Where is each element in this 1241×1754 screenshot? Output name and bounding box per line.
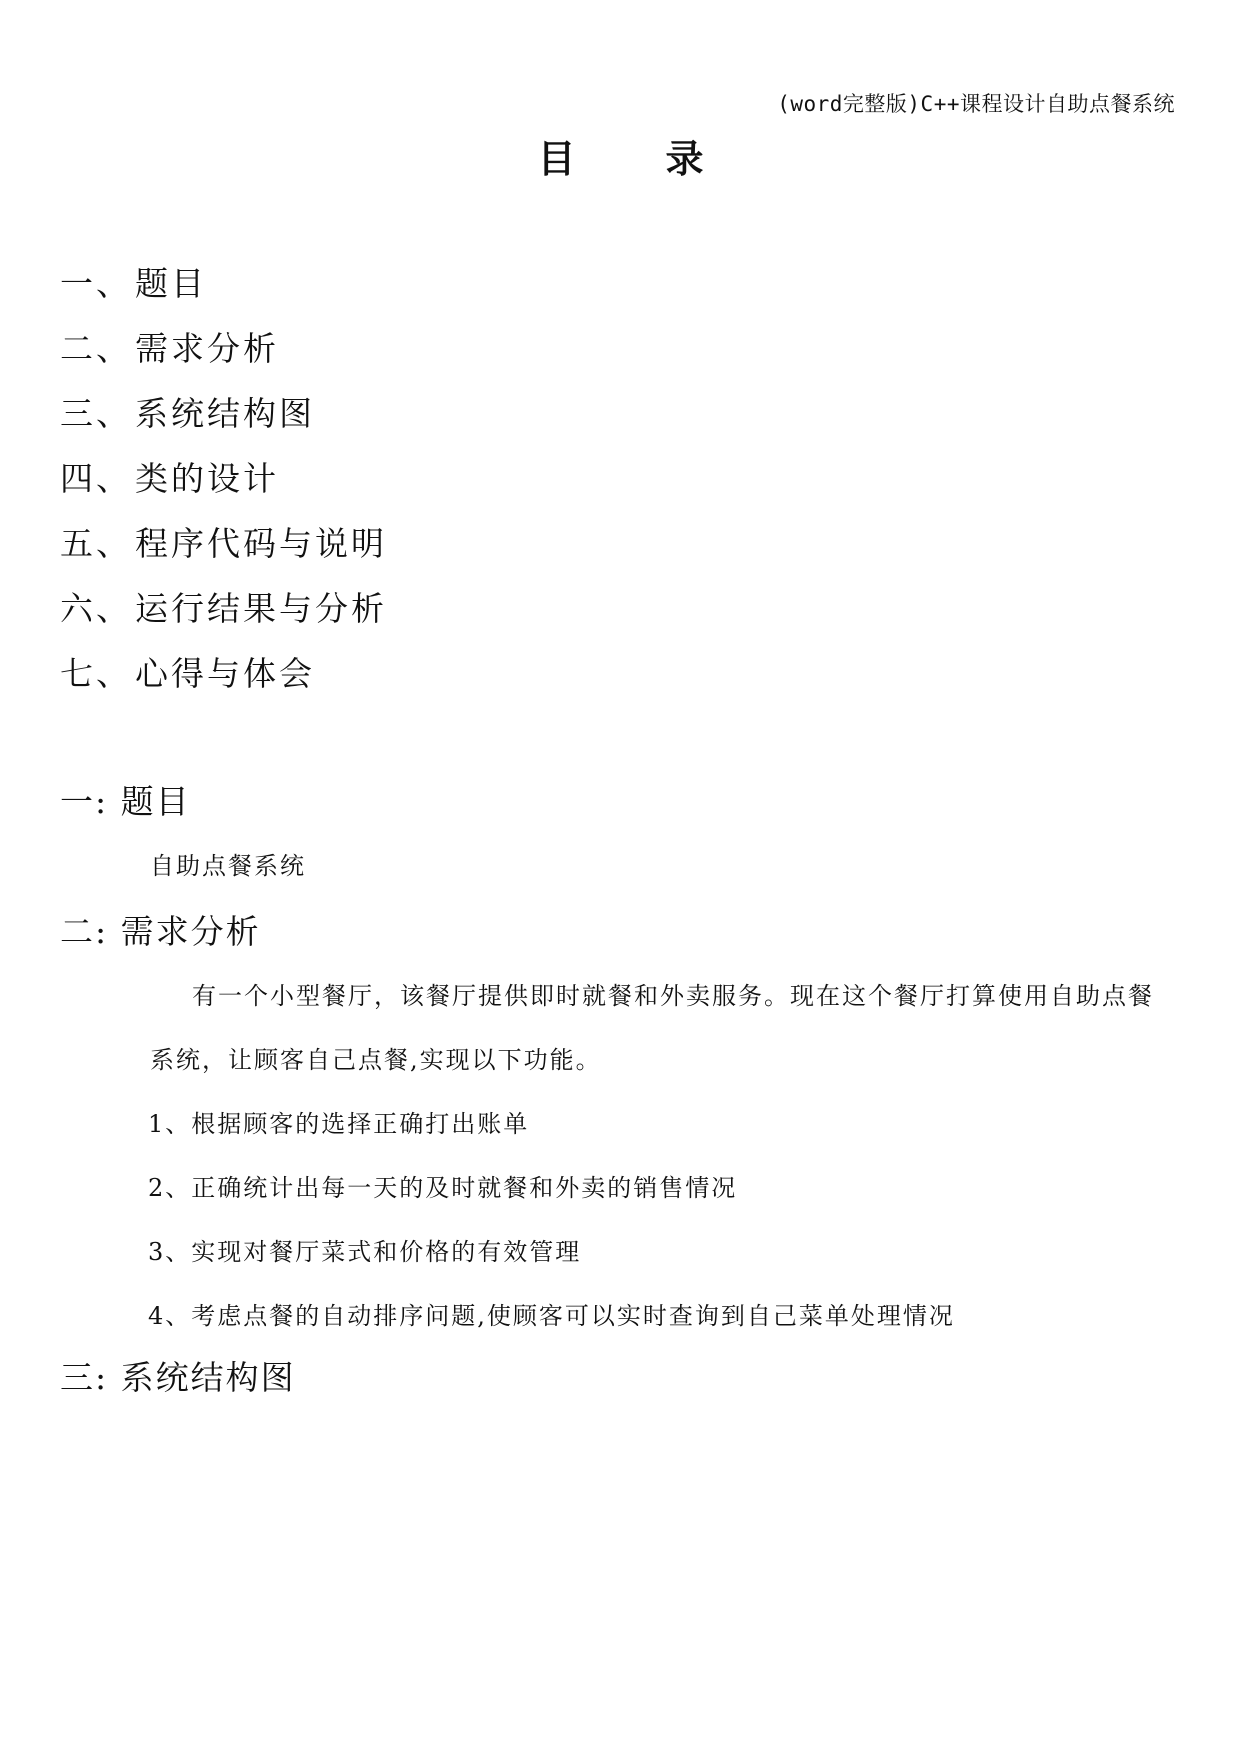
toc-item-requirements <box>60 323 387 388</box>
toc-item-number: 一、 <box>60 264 132 303</box>
requirements-paragraph-line: 系统，让顾客自己点餐,实现以下功能。 <box>150 1046 602 1074</box>
toc-item-label: 程序代码与说明 <box>135 524 387 563</box>
requirements-paragraph-line: 有一个小型餐厅，该餐厅提供即时就餐和外卖服务。现在这个餐厅打算使用自助点餐 <box>192 982 1154 1010</box>
toc-item-structure <box>60 388 387 453</box>
toc-item-label: 系统结构图 <box>135 394 315 433</box>
toc-item-label: 题目 <box>135 264 207 303</box>
toc-item-label: 运行结果与分析 <box>135 589 387 628</box>
requirement-item: 4、考虑点餐的自动排序问题,使顾客可以实时查询到自己菜单处理情况 <box>148 1302 955 1330</box>
toc-item-results <box>60 583 387 648</box>
toc-item-number: 七、 <box>60 654 132 693</box>
section-heading-structure: 三: 系统结构图 <box>60 1358 296 1397</box>
toc-item-label: 心得与体会 <box>135 654 315 693</box>
toc-item-number: 五、 <box>60 524 132 563</box>
toc-item-code <box>60 518 387 583</box>
toc-item-number: 六、 <box>60 589 132 628</box>
requirement-item: 2、正确统计出每一天的及时就餐和外卖的销售情况 <box>148 1174 738 1202</box>
running-header: (word完整版)C++课程设计自助点餐系统 <box>777 92 1175 116</box>
section-heading-title: 一: 题目 <box>60 782 191 821</box>
requirement-item: 3、实现对餐厅菜式和价格的有效管理 <box>148 1238 582 1266</box>
toc-item-title <box>60 258 387 323</box>
project-name: 自助点餐系统 <box>150 852 306 880</box>
toc-item-class-design <box>60 453 387 518</box>
requirement-item: 1、根据顾客的选择正确打出账单 <box>148 1110 530 1138</box>
toc-item-label: 类的设计 <box>135 459 279 498</box>
toc-item-number: 二、 <box>60 329 132 368</box>
toc-item-label: 需求分析 <box>135 329 279 368</box>
toc-item-number: 三、 <box>60 394 132 433</box>
table-of-contents <box>60 258 387 713</box>
toc-title: 目录 <box>537 137 794 181</box>
toc-item-number: 四、 <box>60 459 132 498</box>
section-heading-requirements: 二: 需求分析 <box>60 912 261 951</box>
toc-item-reflections <box>60 648 387 713</box>
